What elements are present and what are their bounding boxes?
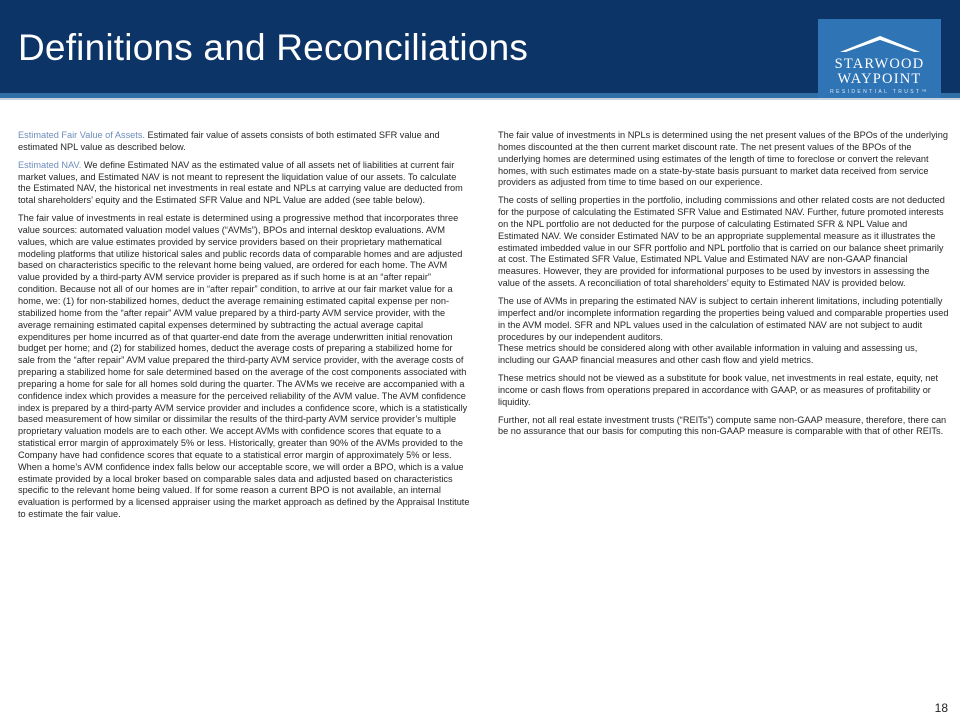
page-title: Definitions and Reconciliations	[18, 27, 529, 68]
header-shadow	[0, 98, 960, 100]
logo-text-residential-trust: RESIDENTIAL TRUST™	[830, 89, 929, 95]
paragraph-selling-costs: The costs of selling properties in the portfolio, including commissions and other related costs are not deducted for the purpose of calculating the Estimated SFR Value and Estimated NAV. Further, future promoted interests on the NPL portfolio are not deducted for the purpose of calculating Estimated SFR & NPL Value and Estimated NAV. We consider Estimated NAV to be an appropriate supplemental measure as it illustrates the estimated imbedded value in our SFR portfolio and NPL portfolio that is carried on our balance sheet primarily at cost. The Estimated SFR Value, Estimated NPL Value and Estimated NAV are non-GAAP financial measures. However, they are provided for informational purposes to be used by investors in assessing the value of the assets. A reconciliation of total shareholders’ equity to Estimated NAV is provided below.	[498, 195, 945, 289]
definition-estimated-nav: We define Estimated NAV as the estimated value of all assets net of liabilities at current fair market values, and Estimated NAV is not meant to represent the liquidation value of our assets. To calculate the Estimated NAV, the historical net investments in real estate and NPLs at carrying value are deducted from total shareholders’ equity and the Estimated SFR Value and NPL Value are added (see table below).	[18, 159, 463, 206]
definition-fair-value-of-assets: Estimated fair value of assets consists of both estimated SFR value and estimated NPL value as described below.	[18, 130, 440, 152]
paragraph-npl-fair-value: The fair value of investments in NPLs is determined using the net present values of the BPOs of the underlying homes discounted at the then current market discount rate. The net present values of the BPOs of the underlying homes are determined using estimates of the length of time to foreclose or convert the relevant homes, with such estimates made on a state-by-state basis pursuant to market data received from service providers as adjusted from time to time based on our experience.	[498, 130, 948, 188]
term-fair-value-of-assets: Estimated Fair Value of Assets.	[18, 130, 145, 140]
term-estimated-nav: Estimated NAV.	[18, 159, 82, 170]
logo-text-starwood: STARWOOD	[834, 56, 925, 72]
logo-text-waypoint: WAYPOINT	[837, 71, 922, 87]
paragraph-reit-comparability: Further, not all real estate investment trusts (“REITs”) compute same non-GAAP measure, therefore, there can be no assurance that our basis for computing this non-GAAP measure is comparable with that of other REITs.	[498, 414, 947, 437]
paragraph-estimated-nav	[18, 160, 470, 207]
left-text-column	[18, 130, 470, 527]
roof-icon	[840, 34, 920, 56]
paragraph-avm-limitations: The use of AVMs in preparing the estimated NAV is subject to certain inherent limitations, including potentially imperfect and/or incomplete information regarding the properties being valued and comparable properties used in the AVM model. SFR and NPL values used in the calculation of estimated NAV are not subject to audit procedures by our independent auditors.	[498, 295, 949, 342]
paragraph-metrics-not-substitute: These metrics should not be viewed as a substitute for book value, net investments in real estate, equity, net income or cash flows from operations prepared in accordance with GAAP, or as measures of profitability or liquidity.	[498, 373, 939, 407]
paragraph-real-estate-fair-value: The fair value of investments in real estate is determined using a progressive method that incorporates three value sources: automated valuation model values (“AVMs”), BPOs and internal desktop evaluations. AVM values, which are value estimates provided by service providers based on their proprietary mathematical modeling platforms that utilize historical sales and public records data of comparable homes and are adjusted based on characteristics specific to the relevant home being valued, are ordered for each home. The AVM value provided by a third-party AVM service provider is prepared as if such home is at an “after repair” condition. Because not all of our homes are in “after repair” condition, to arrive at our fair market value for a home, we: (1) for non-stabilized homes, deduct the average remaining estimated capital expense per non- stabilized home from the “after repair” AVM value prepared by a third-party AVM service provider, with the average remaining estimated capital expenses determined by subtracting the actual average capital expenditures per home incurred as of that quarter-end date from the average underwritten initial renovation budget per home; and (2) for stabilized homes, deduct the average costs of preparing a stabilized home for sale from the “after repair” AVM value prepared the third-party AVM service provider, with the average costs of preparing a stabilized home for sale determined based on the average of the cost components associated with preparing a home for sale for all homes sold during the quarter. The AVMs we receive are accompanied with a confidence index which provides a measure for the perceived reliability of the AVM value. The AVM confidence index is prepared by a third-party AVM service provider and includes a confidence score, which is a statistically based measurement of how similar or dissimilar the results of the third-party AVM service provider’s multiple proprietary valuation models are to each other. We accept AVMs with confidence scores that equate to a statistical error margin of approximately 5% or less. Historically, greater than 90% of the AVMs provided to the Company have had confidence scores that equate to a statistical error margin of approximately 5% or less. When a home’s AVM confidence index falls below our acceptable score, we will order a BPO, which is a value estimate provided by a local broker based on comparable sales data and adjusted based on characteristics specific to the relevant home being valued. If for some reason a current BPO is not available, an internal evaluation is performed by a licensed appraiser using the market approach as defined by the Appraisal Institute to estimate the fair value.	[18, 213, 470, 520]
company-logo	[818, 19, 941, 98]
right-text-column	[498, 130, 950, 444]
paragraph-metrics-considered: These metrics should be considered along with other available information in valuing and assessing us, including our GAAP financial measures and other cash flow and yield metrics.	[498, 343, 918, 366]
page-number: 18	[934, 701, 948, 715]
paragraph-fair-value-of-assets	[18, 130, 470, 154]
